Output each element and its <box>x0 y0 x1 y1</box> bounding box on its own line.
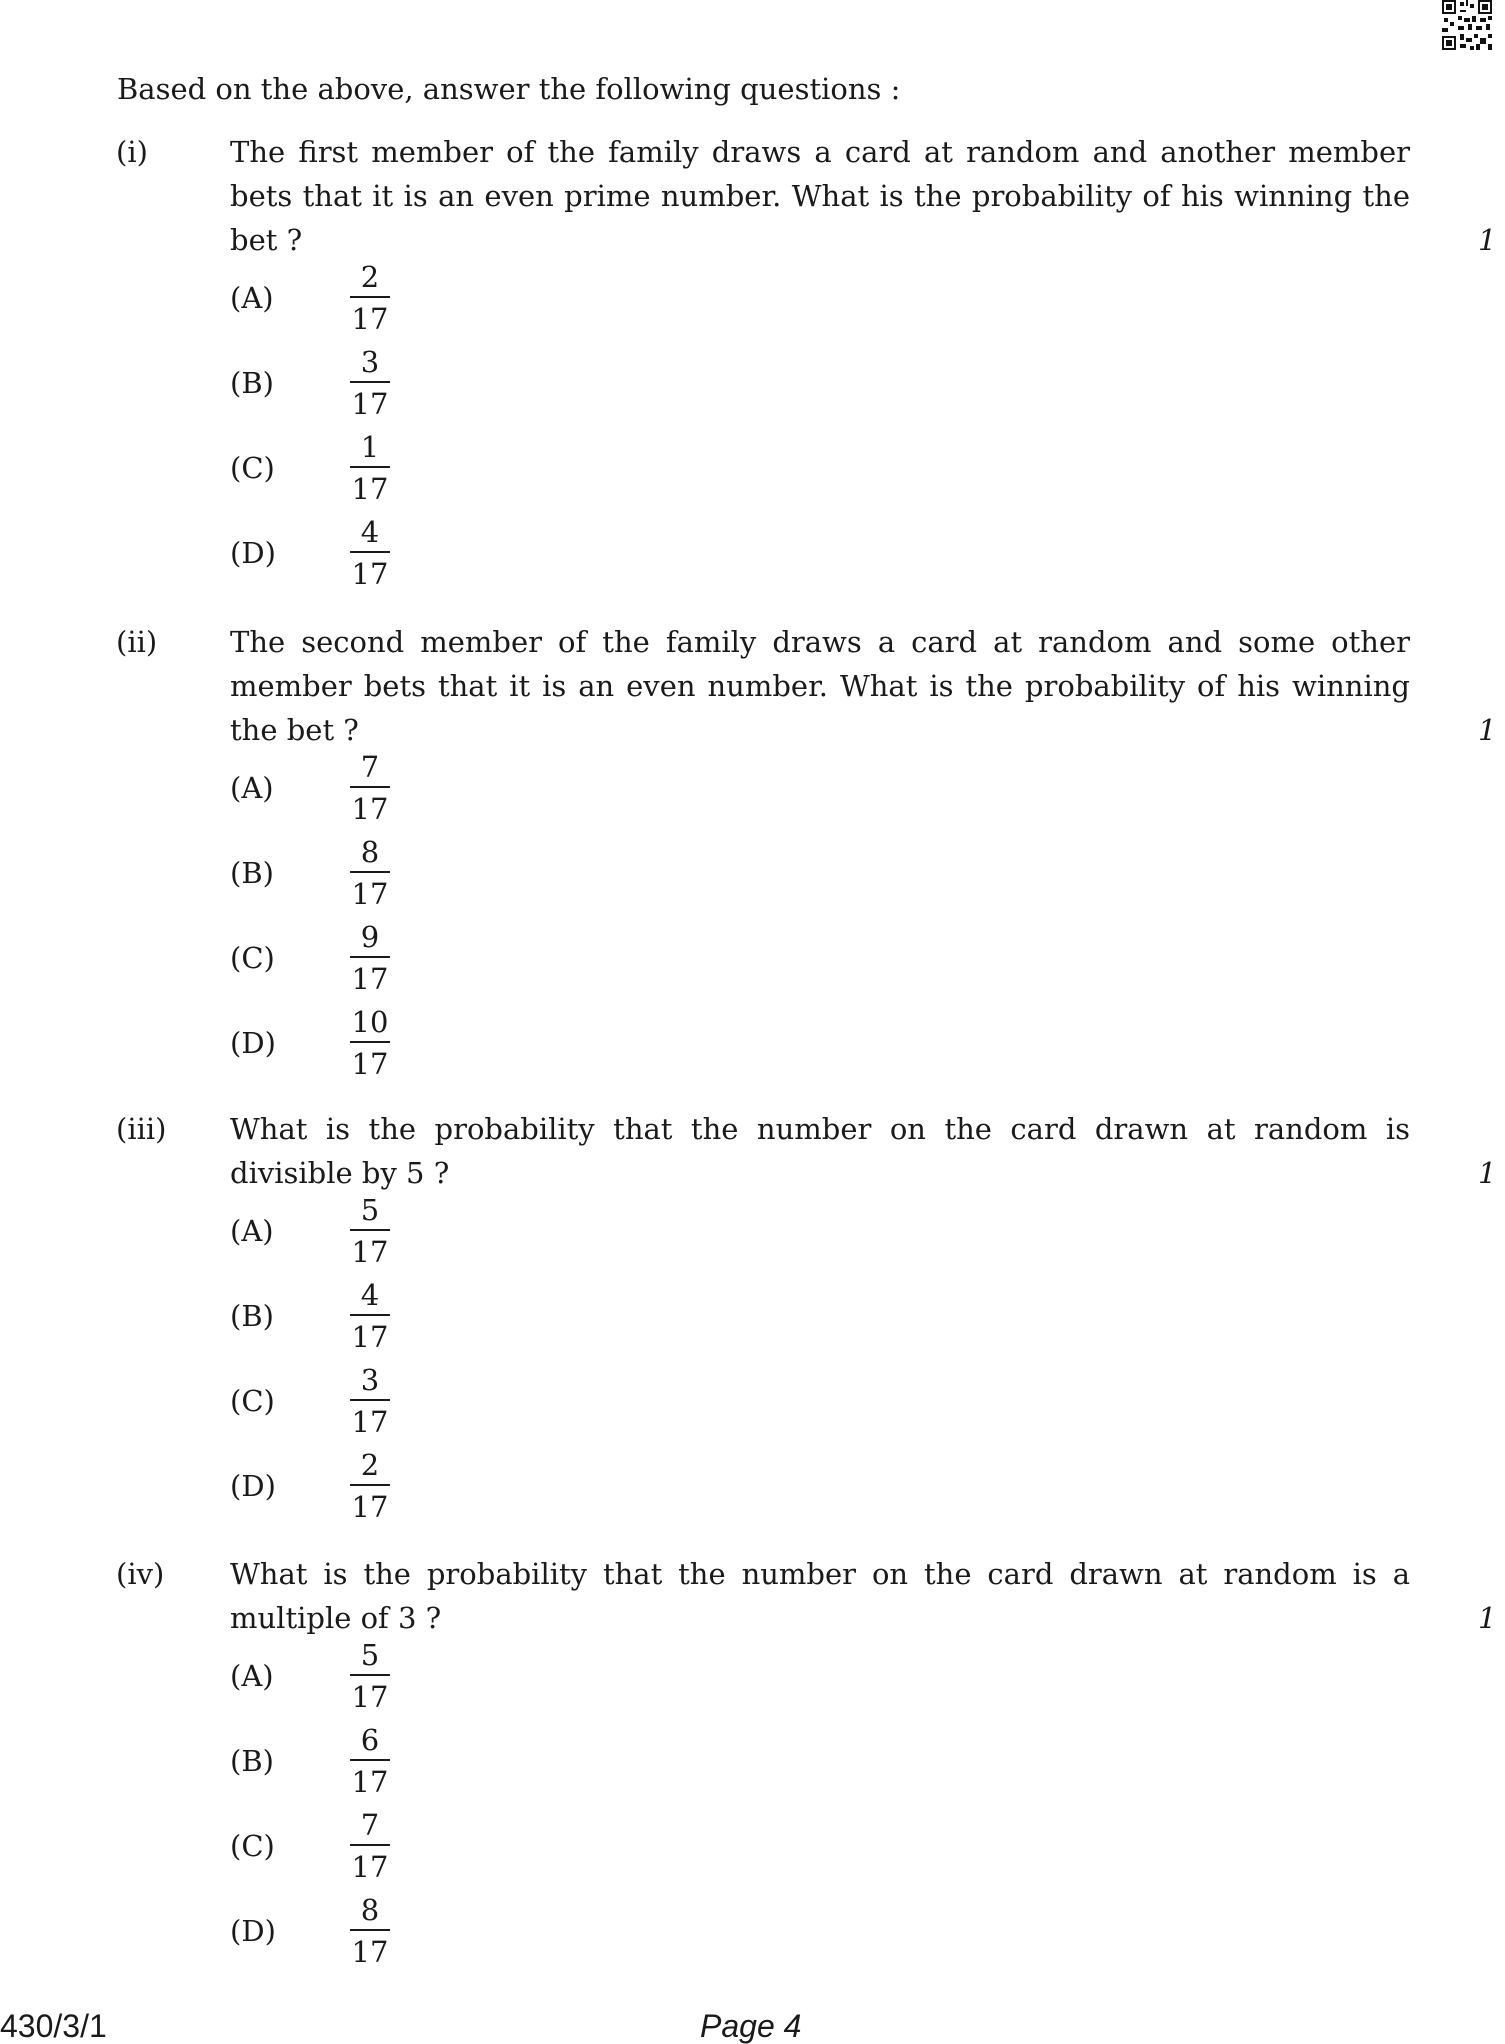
fraction <box>350 748 390 828</box>
option-b <box>230 343 530 423</box>
fraction <box>350 1003 390 1083</box>
denominator: 17 <box>351 1935 389 1969</box>
numerator: 8 <box>360 835 380 869</box>
option-a <box>230 258 530 338</box>
fraction-bar <box>350 871 390 873</box>
fraction-bar <box>350 1229 390 1231</box>
question-number: (ii) <box>116 625 158 659</box>
denominator: 17 <box>351 1680 389 1714</box>
numerator: 4 <box>360 1278 380 1312</box>
fraction-bar <box>350 1041 390 1043</box>
fraction-bar <box>350 1844 390 1846</box>
fraction <box>350 1276 390 1356</box>
fraction <box>350 918 390 998</box>
denominator: 17 <box>351 1320 389 1354</box>
numerator: 5 <box>360 1193 380 1227</box>
option-a <box>230 1191 530 1271</box>
fraction <box>350 1191 390 1271</box>
option-d <box>230 513 530 593</box>
question-text: The second member of the family draws a card at random and some other member bets that it is an even number. What is the probability of his winning the bet ? <box>230 625 1410 747</box>
numerator: 7 <box>360 750 380 784</box>
question-number: (iv) <box>116 1557 165 1591</box>
marks: 1 <box>1478 223 1497 257</box>
fraction-bar <box>350 551 390 553</box>
marks: 1 <box>1478 1601 1497 1635</box>
option-label: (D) <box>230 1914 276 1948</box>
numerator: 6 <box>360 1723 380 1757</box>
marks: 1 <box>1478 1156 1497 1190</box>
denominator: 17 <box>351 1235 389 1269</box>
paper-code: 430/3/1 <box>0 2008 107 2044</box>
fraction <box>350 1721 390 1801</box>
numerator: 5 <box>360 1638 380 1672</box>
option-label: (B) <box>230 1299 274 1333</box>
denominator: 17 <box>351 962 389 996</box>
fraction <box>350 1806 390 1886</box>
fraction <box>350 1636 390 1716</box>
option-label: (C) <box>230 1384 275 1418</box>
qr-code <box>1442 0 1492 50</box>
question-number: (iii) <box>116 1112 167 1146</box>
numerator: 4 <box>360 515 380 549</box>
option-label: (A) <box>230 1659 274 1693</box>
denominator: 17 <box>351 1850 389 1884</box>
fraction-bar <box>350 1484 390 1486</box>
denominator: 17 <box>351 472 389 506</box>
numerator: 8 <box>360 1893 380 1927</box>
numerator: 3 <box>360 1363 380 1397</box>
option-d <box>230 1891 530 1971</box>
question-text: What is the probability that the number on the card drawn at random is a multiple of 3 ? <box>230 1557 1410 1635</box>
option-label: (D) <box>230 536 276 570</box>
fraction-bar <box>350 1399 390 1401</box>
fraction <box>350 1891 390 1971</box>
page-number: Page 4 <box>700 2008 802 2044</box>
denominator: 17 <box>351 302 389 336</box>
option-label: (C) <box>230 451 275 485</box>
option-label: (D) <box>230 1469 276 1503</box>
denominator: 17 <box>351 387 389 421</box>
option-b <box>230 833 530 913</box>
option-d <box>230 1446 530 1526</box>
fraction <box>350 1361 390 1441</box>
option-label: (C) <box>230 1829 275 1863</box>
fraction-bar <box>350 786 390 788</box>
denominator: 17 <box>351 1765 389 1799</box>
option-label: (B) <box>230 366 274 400</box>
option-c <box>230 1361 530 1441</box>
fraction <box>350 428 390 508</box>
numerator: 9 <box>360 920 380 954</box>
question-text: What is the probability that the number on the card drawn at random is divisible by 5 ? <box>230 1112 1410 1190</box>
fraction <box>350 513 390 593</box>
fraction <box>350 258 390 338</box>
option-label: (D) <box>230 1026 276 1060</box>
denominator: 17 <box>351 1405 389 1439</box>
marks: 1 <box>1478 713 1497 747</box>
option-b <box>230 1276 530 1356</box>
option-b <box>230 1721 530 1801</box>
numerator: 2 <box>360 260 380 294</box>
instructions-text: Based on the above, answer the following questions : <box>117 72 901 106</box>
fraction <box>350 343 390 423</box>
numerator: 10 <box>351 1005 389 1039</box>
option-c <box>230 1806 530 1886</box>
option-c <box>230 428 530 508</box>
denominator: 17 <box>351 557 389 591</box>
fraction-bar <box>350 296 390 298</box>
option-c <box>230 918 530 998</box>
denominator: 17 <box>351 1490 389 1524</box>
option-label: (C) <box>230 941 275 975</box>
fraction-bar <box>350 381 390 383</box>
option-d <box>230 1003 530 1083</box>
denominator: 17 <box>351 792 389 826</box>
numerator: 1 <box>360 430 380 464</box>
option-label: (A) <box>230 281 274 315</box>
fraction-bar <box>350 956 390 958</box>
option-a <box>230 1636 530 1716</box>
denominator: 17 <box>351 877 389 911</box>
fraction-bar <box>350 1759 390 1761</box>
option-label: (B) <box>230 856 274 890</box>
denominator: 17 <box>351 1047 389 1081</box>
question-number: (i) <box>116 135 148 169</box>
fraction <box>350 1446 390 1526</box>
option-label: (B) <box>230 1744 274 1778</box>
fraction-bar <box>350 1674 390 1676</box>
fraction-bar <box>350 466 390 468</box>
numerator: 7 <box>360 1808 380 1842</box>
question-text: The first member of the family draws a card at random and another member bets that it is an even prime number. What is the probability of his winning the bet ? <box>230 135 1410 257</box>
fraction-bar <box>350 1314 390 1316</box>
fraction <box>350 833 390 913</box>
numerator: 2 <box>360 1448 380 1482</box>
numerator: 3 <box>360 345 380 379</box>
fraction-bar <box>350 1929 390 1931</box>
option-label: (A) <box>230 1214 274 1248</box>
option-a <box>230 748 530 828</box>
option-label: (A) <box>230 771 274 805</box>
